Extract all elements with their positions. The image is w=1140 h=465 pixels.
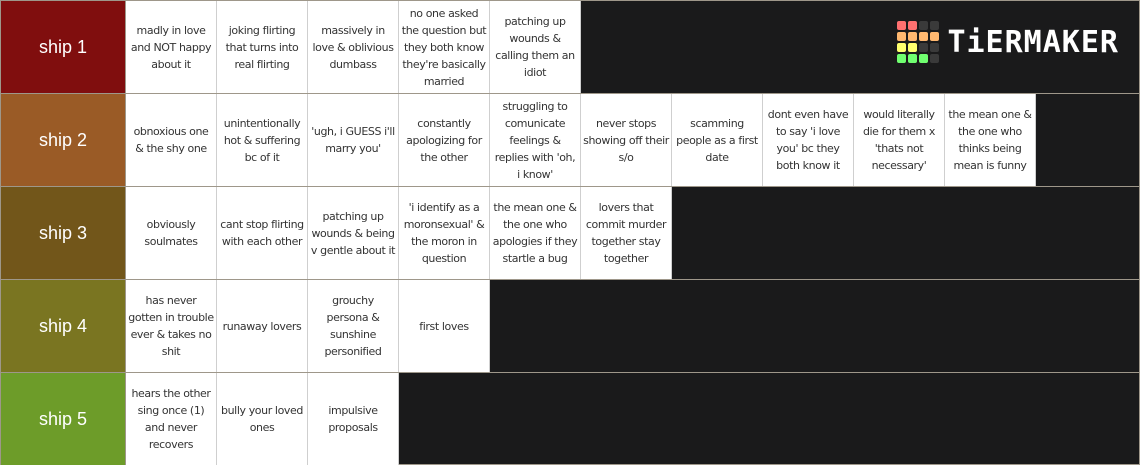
tier-item-card[interactable]: 'i identify as a moronsexual' & the moron in question: [399, 187, 490, 279]
logo-square: [919, 43, 928, 52]
logo-square: [897, 43, 906, 52]
tier-item-card[interactable]: the mean one & the one who apologies if they startle a bug: [490, 187, 581, 279]
tier-item-card[interactable]: scamming people as a first date: [672, 94, 763, 186]
tier-label[interactable]: ship 4: [1, 280, 126, 372]
logo-square: [930, 43, 939, 52]
tier-item-card[interactable]: the mean one & the one who thinks being mean is funny: [945, 94, 1036, 186]
tier-item-card[interactable]: would literally die for them x 'thats not necessary': [854, 94, 945, 186]
logo-square: [930, 54, 939, 63]
tier-item-card[interactable]: grouchy persona & sunshine personified: [308, 280, 399, 372]
tier-label[interactable]: ship 5: [1, 373, 126, 465]
logo-square: [919, 32, 928, 41]
tier-item-card[interactable]: lovers that commit murder together stay together: [581, 187, 672, 279]
tier-label[interactable]: ship 1: [1, 1, 126, 93]
logo-square: [930, 21, 939, 30]
tier-item-card[interactable]: never stops showing off their s/o: [581, 94, 672, 186]
tier-item-card[interactable]: constantly apologizing for the other: [399, 94, 490, 186]
tier-item-card[interactable]: cant stop flirting with each other: [217, 187, 308, 279]
tier-label[interactable]: ship 2: [1, 94, 126, 186]
tier-row: [1, 187, 1139, 280]
logo-square: [908, 54, 917, 63]
logo-text: TiERMAKER: [947, 24, 1119, 60]
logo-square: [919, 54, 928, 63]
tier-label[interactable]: ship 3: [1, 187, 126, 279]
tier-rows: [1, 1, 1139, 465]
logo-square: [908, 32, 917, 41]
tier-item-card[interactable]: bully your loved ones: [217, 373, 308, 465]
tier-items: [126, 373, 1139, 465]
logo-square: [897, 54, 906, 63]
logo-square: [908, 43, 917, 52]
logo-square: [919, 21, 928, 30]
tier-items: [126, 280, 1139, 372]
tier-item-card[interactable]: struggling to comunicate feelings & replies with 'oh, i know': [490, 94, 581, 186]
tier-item-card[interactable]: impulsive proposals: [308, 373, 399, 465]
tier-item-card[interactable]: unintentionally hot & suffering bc of it: [217, 94, 308, 186]
tiermaker-logo: [897, 21, 1119, 63]
logo-grid-icon: [897, 21, 939, 63]
tier-item-card[interactable]: obviously soulmates: [126, 187, 217, 279]
tier-items: [126, 94, 1139, 186]
tier-item-card[interactable]: patching up wounds & calling them an idiot: [490, 1, 581, 93]
tier-item-card[interactable]: has never gotten in trouble ever & takes no shit: [126, 280, 217, 372]
tier-row: [1, 94, 1139, 187]
logo-square: [930, 32, 939, 41]
logo-square: [908, 21, 917, 30]
logo-square: [897, 32, 906, 41]
tier-items: [126, 187, 1139, 279]
tier-item-card[interactable]: runaway lovers: [217, 280, 308, 372]
tier-item-card[interactable]: madly in love and NOT happy about it: [126, 1, 217, 93]
tier-item-card[interactable]: no one asked the question but they both know they're basically married: [399, 1, 490, 93]
tier-item-card[interactable]: joking flirting that turns into real flirting: [217, 1, 308, 93]
tier-item-card[interactable]: massively in love & oblivious dumbass: [308, 1, 399, 93]
tier-row: [1, 373, 1139, 465]
tier-item-card[interactable]: hears the other sing once (1) and never recovers: [126, 373, 217, 465]
tier-item-card[interactable]: dont even have to say 'i love you' bc they both know it: [763, 94, 854, 186]
tier-item-card[interactable]: patching up wounds & being v gentle about it: [308, 187, 399, 279]
logo-square: [897, 21, 906, 30]
tier-row: [1, 280, 1139, 373]
tier-item-card[interactable]: first loves: [399, 280, 490, 372]
tier-item-card[interactable]: 'ugh, i GUESS i'll marry you': [308, 94, 399, 186]
tier-item-card[interactable]: obnoxious one & the shy one: [126, 94, 217, 186]
